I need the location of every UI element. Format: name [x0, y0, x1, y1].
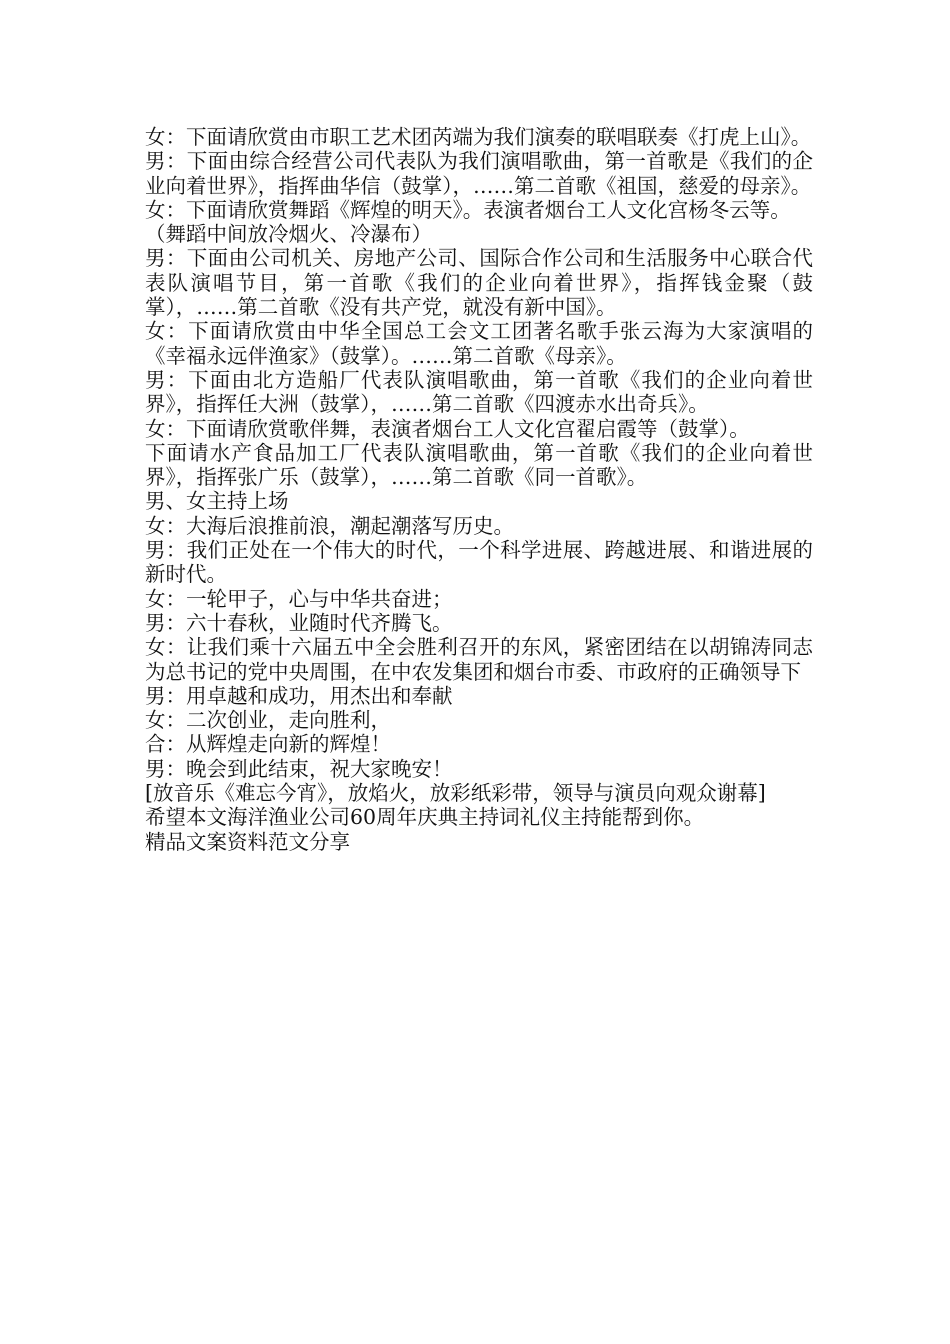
paragraph-16: 男：用卓越和成功，用杰出和奉献 — [145, 683, 453, 708]
paragraph-13: 女：一轮甲子，心与中华共奋进； — [145, 586, 453, 611]
document-body — [145, 125, 813, 854]
paragraph-18: 合：从辉煌走向新的辉煌！ — [145, 732, 391, 757]
paragraph-8: 女：下面请欣赏歌伴舞，表演者烟台工人文化宫翟启霞等（鼓掌）。 — [145, 416, 750, 441]
paragraph-1: 女：下面请欣赏由市职工艺术团芮端为我们演奏的联唱联奏《打虎上山》。 — [145, 125, 812, 149]
paragraph-7: 男：下面由北方造船厂代表队演唱歌曲，第一首歌《我们的企业向着世界》，指挥任大洲（鼓掌），……第二首歌《四渡赤水出奇兵》。 — [145, 367, 813, 417]
paragraph-17: 女：二次创业，走向胜利， — [145, 708, 391, 733]
paragraph-15: 女：让我们乘十六届五中全会胜利召开的东风，紧密团结在以胡锦涛同志为总书记的党中央周围，在中农发集团和烟台市委、市政府的正确领导下 — [145, 635, 813, 684]
paragraph-3: 女：下面请欣赏舞蹈《辉煌的明天》。表演者烟台工人文化宫杨冬云等。 — [145, 197, 791, 222]
paragraph-6: 女：下面请欣赏由中华全国总工会文工团著名歌手张云海为大家演唱的《幸福永远伴渔家》（鼓掌）。……第二首歌《母亲》。 — [145, 319, 813, 368]
paragraph-2: 男：下面由综合经营公司代表队为我们演唱歌曲，第一首歌是《我们的企业向着世界》，指挥曲华信（鼓掌），……第二首歌《祖国，慈爱的母亲》。 — [145, 149, 813, 198]
paragraph-5: 男：下面由公司机关、房地产公司、国际合作公司和生活服务中心联合代表队演唱节目，第一首歌《我们的企业向着世界》，指挥钱金聚（鼓掌），……第二首歌《没有共产党，就没有新中国》。 — [145, 246, 813, 320]
paragraph-11: 女：大海后浪推前浪，潮起潮落写历史。 — [145, 513, 514, 538]
paragraph-12: 男：我们正处在一个伟大的时代，一个科学进展、跨越进展、和谐进展的新时代。 — [145, 538, 813, 587]
paragraph-14: 男：六十春秋，业随时代齐腾飞。 — [145, 610, 453, 635]
paragraph-21: 希望本文海洋渔业公司60周年庆典主持词礼仪主持能帮到你。 — [145, 805, 705, 830]
paragraph-4: （舞蹈中间放冷烟火、冷瀑布） — [145, 222, 432, 247]
paragraph-9: 下面请水产食品加工厂代表队演唱歌曲，第一首歌《我们的企业向着世界》，指挥张广乐（鼓掌），……第二首歌《同一首歌》。 — [145, 440, 813, 490]
paragraph-19: 男：晚会到此结束，祝大家晚安！ — [145, 756, 453, 781]
paragraph-10: 男、女主持上场 — [145, 489, 289, 514]
paragraph-22: 精品文案资料范文分享 — [145, 829, 350, 854]
paragraph-20: [放音乐《难忘今宵》，放焰火，放彩纸彩带，领导与演员向观众谢幕] — [145, 781, 766, 806]
